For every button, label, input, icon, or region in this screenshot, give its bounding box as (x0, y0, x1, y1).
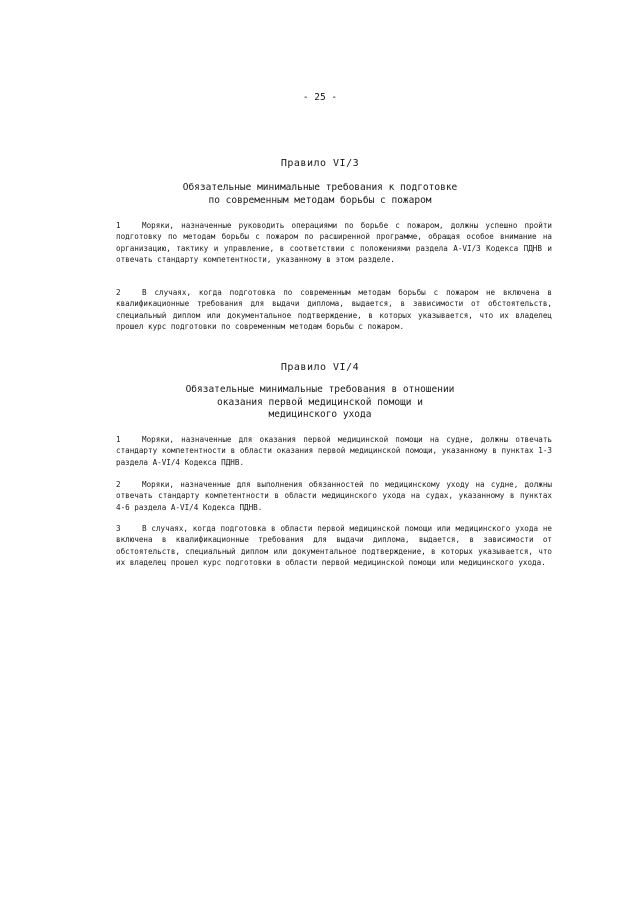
paragraph-number: 2 (116, 480, 121, 489)
paragraph-text: Моряки, назначенные для оказания первой медицинской помощи на судне, должны отвечать стандарту компетентности в области оказания первой медицинской помощи, указанному в пунктах 1-3 раздела A-VI/4 Кодекса ПДНВ. (116, 435, 552, 467)
rule-vi4-paragraph-1 (116, 434, 552, 468)
rule-vi3-paragraph-2 (116, 287, 552, 333)
rule-vi4-subtitle-line: Обязательные минимальные требования в отношении (185, 384, 455, 395)
paragraph-number: 3 (116, 524, 121, 533)
rule-vi3-paragraph-1 (116, 220, 552, 266)
paragraph-text: Моряки, назначенные для выполнения обязанностей по медицинскому уходу на судне, должны отвечать стандарту компетентности в области медицинского ухода на судах, указанному в пунктах 4-6 раздела A-VI/4 Кодекса ПДНВ. (116, 480, 552, 512)
rule-vi4-title: Правило VI/4 (280, 362, 360, 373)
rule-vi3-title: Правило VI/3 (280, 158, 360, 169)
paragraph-text: Моряки, назначенные руководить операциями по борьбе с пожаром, должны успешно пройти подготовку по методам борьбы с пожаром по расширенной программе, обращая особое внимание на организацию, тактику и управление, в соответствии с положениями раздела A-VI/3 Кодекса ПДНВ и отвечать стандарту компетентности, указанному в этом разделе. (116, 221, 552, 265)
paragraph-number: 2 (116, 288, 121, 297)
paragraph-number: 1 (116, 221, 121, 230)
paragraph-number: 1 (116, 435, 121, 444)
rule-vi3-subtitle-line: по современным методам борьбы с пожаром (208, 194, 432, 206)
rule-vi3-subtitle (120, 182, 520, 207)
rule-vi4-subtitle-line: медицинского ухода (268, 409, 372, 420)
paragraph-text: В случаях, когда подготовка по современным методам борьбы с пожаром не включена в квалификационные требования для выдачи диплома, выдается, в зависимости от обстоятельств, специальный диплом или документальное подтверждение, в которых указывается, что их владелец прошел курс подготовки по современным методам борьбы с пожаром. (116, 288, 552, 332)
rule-vi4-paragraph-2 (116, 479, 552, 513)
rule-vi4-subtitle-line: оказания первой медицинской помощи и (217, 396, 423, 408)
rule-vi3-subtitle-line: Обязательные минимальные требования к подготовке (182, 182, 458, 193)
rule-vi4-paragraph-3 (116, 523, 552, 569)
page-number: - 25 - (302, 92, 338, 103)
paragraph-text: В случаях, когда подготовка в области первой медицинской помощи или медицинского ухода не включена в квалификационные требования для выдачи диплома, выдается, в зависимости от обстоятельств, специальный диплом или документальное подтверждение, в которых указывается, что их владелец прошел курс подготовки в области первой медицинской помощи или медицинского ухода. (116, 524, 552, 568)
rule-vi4-subtitle (120, 384, 520, 422)
